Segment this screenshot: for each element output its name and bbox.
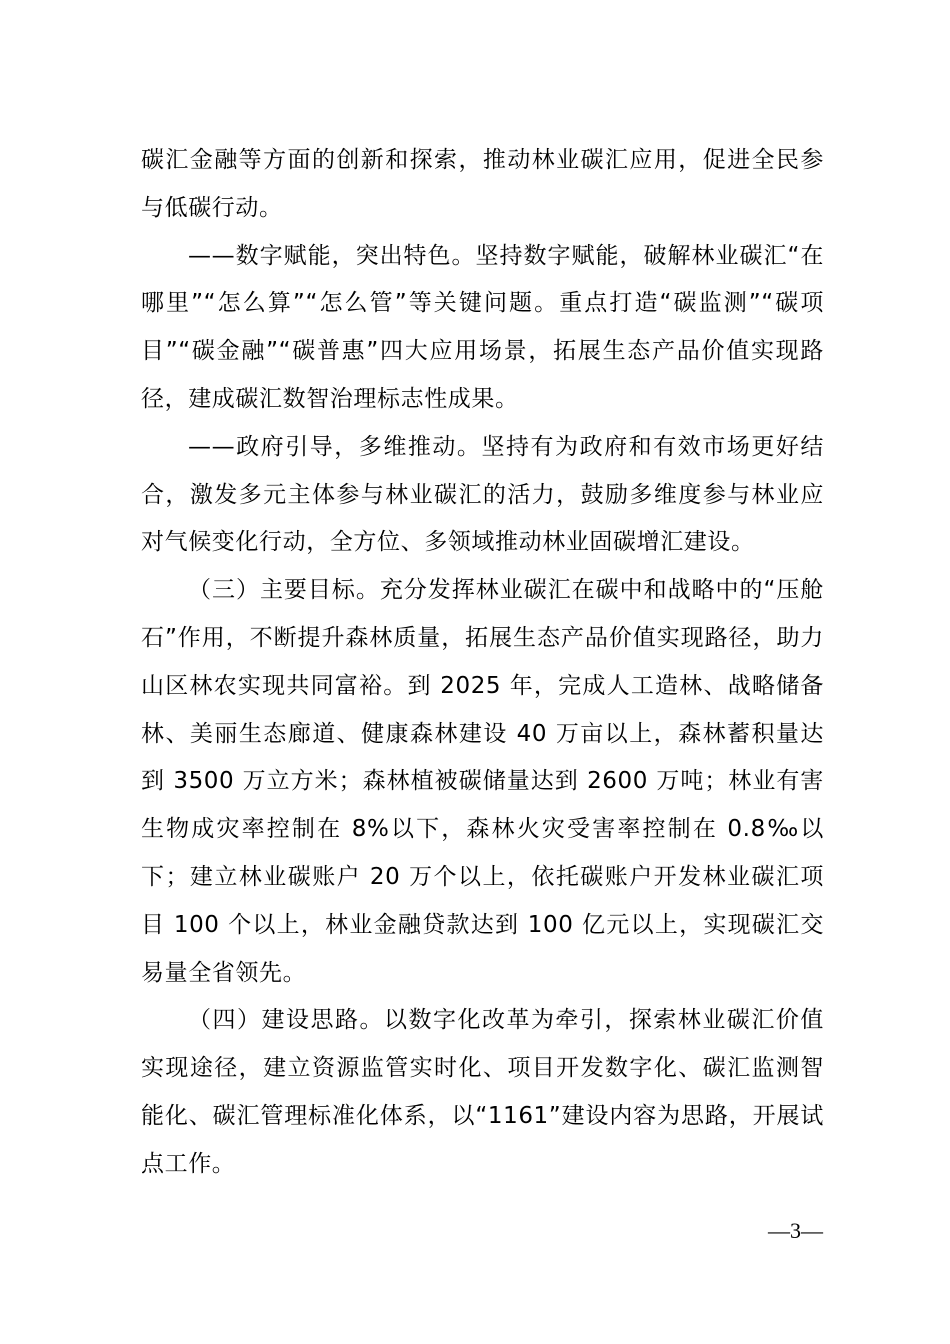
paragraph-government-guidance: ——政府引导，多维推动。坚持有为政府和有效市场更好结合，激发多元主体参与林业碳汇的活力，鼓励多维度参与林业应对气候变化行动，全方位、多领域推动林业固碳增汇建设。 bbox=[141, 433, 824, 556]
paragraph-main-targets: （三）主要目标。充分发挥林业碳汇在碳中和战略中的“压舱石”作用，不断提升森林质量，拓展生态产品价值实现路径，助力山区林农实现共同富裕。到 2025 年，完成人工造林、战略储备林、美丽生态廊道、健康森林建设 40 万亩以上，森林蓄积量达到 3500 万立方米；森林植被碳储量达到 2600 万吨；林业有害生物成灾率控制在 8%以下，森林火灾受害率控制在 0.8‰以下；建立林业碳账户 20 万个以上，依托碳账户开发林业碳汇项目 100 个以上，林业金融贷款达到 100 亿元以上，实现碳汇交易量全省领先。 bbox=[141, 577, 824, 986]
paragraph-construction-approach: （四）建设思路。以数字化改革为牵引，探索林业碳汇价值实现途径，建立资源监管实时化、项目开发数字化、碳汇监测智能化、碳汇管理标准化体系，以“1161”建设内容为思路，开展试点工作。 bbox=[141, 1007, 824, 1177]
paragraph-digital-empowerment: ——数字赋能，突出特色。坚持数字赋能，破解林业碳汇“在哪里”“怎么算”“怎么管”等关键问题。重点打造“碳监测”“碳项目”“碳金融”“碳普惠”四大应用场景，拓展生态产品价值实现路径，建成碳汇数智治理标志性成果。 bbox=[141, 242, 824, 412]
page-number: —3— bbox=[768, 1218, 823, 1243]
paragraph-continuation: 碳汇金融等方面的创新和探索，推动林业碳汇应用，促进全民参与低碳行动。 bbox=[141, 147, 824, 221]
document-body bbox=[141, 137, 824, 1189]
